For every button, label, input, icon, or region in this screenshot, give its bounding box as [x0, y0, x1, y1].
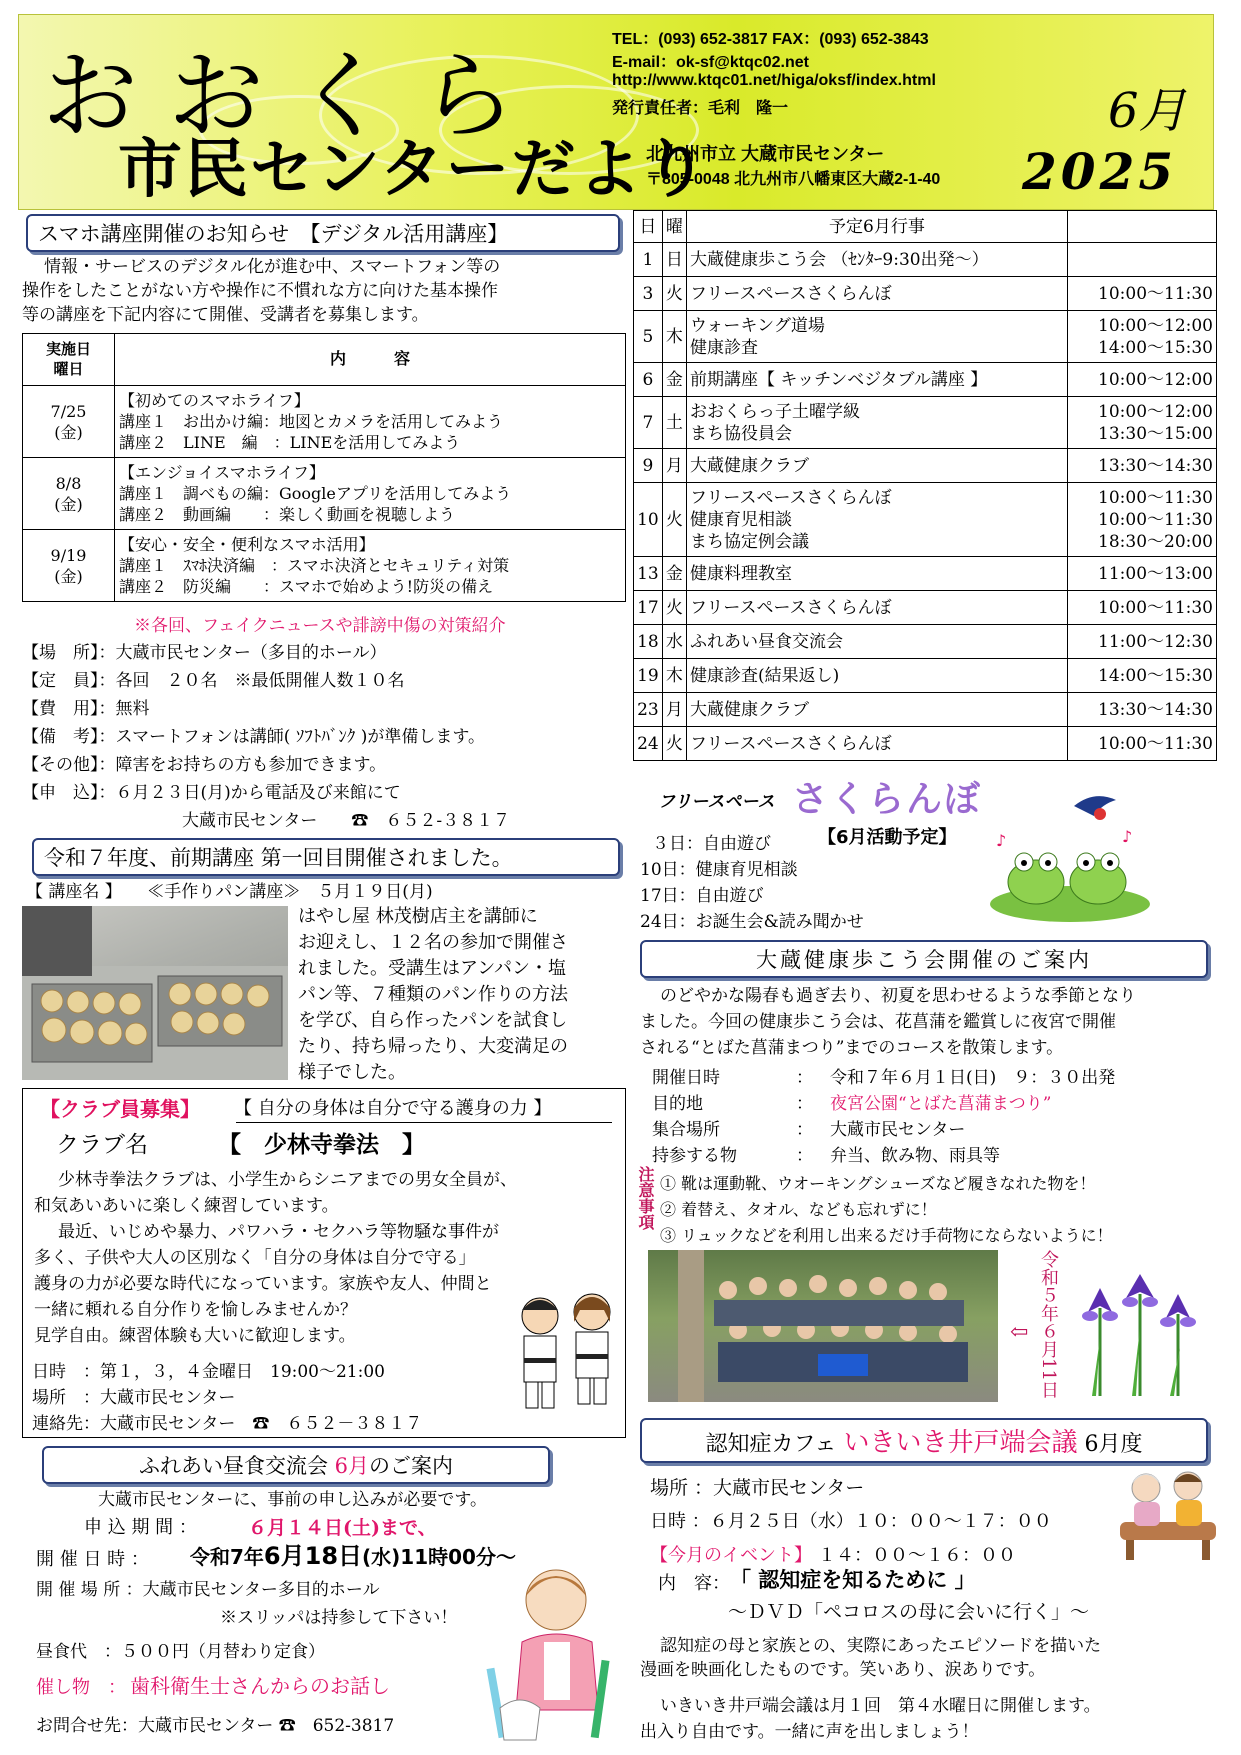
- sakuranbo-item: 10日：健康育児相談: [640, 860, 798, 880]
- issue-month: 6月: [1108, 83, 1187, 139]
- col-event: 予定6月行事: [687, 211, 1068, 243]
- sakuranbo-item: 17日：自由遊び: [640, 886, 764, 906]
- club-info: 日時 ：第１，３，４金曜日 19:00～21:00: [32, 1362, 385, 1382]
- cafe-title-month: 6月度: [1077, 1432, 1143, 1457]
- lecture-text: を学び、自ら作ったパンを試食し: [298, 1010, 568, 1031]
- course-dow: (金): [54, 494, 83, 514]
- schedule-header-row: [634, 211, 1217, 243]
- walking-label: 開催日時: [652, 1068, 720, 1088]
- course-table: [22, 333, 626, 602]
- org-name: 北九州市立 大蔵市民センター: [646, 144, 885, 164]
- col-dow: 曜: [662, 211, 686, 243]
- cafe-event-label: 【今月のイベント】: [650, 1545, 812, 1566]
- sakuranbo-item: 24日：お誕生会&読み聞かせ: [640, 912, 864, 932]
- club-text: 見学自由。練習体験も大いに歓迎します。: [34, 1326, 356, 1346]
- course-title: 【初めてのスマホライフ】: [119, 391, 310, 410]
- walking-destination: 夜宮公園“とばた菖蒲まつり”: [830, 1094, 1052, 1114]
- lunch-apply-value: ６月１４日(土)まで、: [248, 1517, 437, 1539]
- club-text: 一緒に頼れる自分作りを愉しみませんか？: [34, 1300, 357, 1320]
- col-time: [1067, 211, 1216, 243]
- lecture-label: 【 講座名 】 ≪手作りパン講座≫ ５月１９日(月): [26, 882, 433, 902]
- club-subtitle: 【 自分の身体は自分で守る護身の力 】: [234, 1098, 552, 1119]
- table-row: 7 土 おおくらっ子土曜学級 まち協役員会 10:00～12:00 13:30～15:00: [634, 397, 1217, 449]
- table-row: 6 金 前期講座【 キッチンベジタブル講座 】 10:00～12:00: [634, 363, 1217, 397]
- table-row: [23, 530, 626, 602]
- cafe-title-prefix: 認知症カフェ: [705, 1432, 844, 1457]
- club-text: 和気あいあいに楽しく練習しています。: [34, 1196, 339, 1216]
- cafe-title-name: いきいき井戸端会議: [843, 1428, 1078, 1458]
- lunch-fee: 昼食代 ：５００円（月替わり定食）: [36, 1642, 325, 1662]
- svg-text:♪: ♪: [996, 831, 1007, 850]
- cafe-content: 「 認知症を知るために 」: [730, 1568, 976, 1592]
- elderly-couple-illustration: [1116, 1462, 1220, 1562]
- course-line: 講座１ ｽﾏﾎ決済編 ：スマホ決済とセキュリティ対策: [119, 556, 510, 575]
- course-date: 9/19: [50, 545, 87, 565]
- address: 〒805-0048 北九州市八幡東区大蔵2-1-40: [646, 171, 941, 188]
- masthead-subtitle: 市民センターだより: [118, 132, 710, 207]
- course-line: 講座２ 防災編 ：スマホで始めよう!防災の備え: [119, 577, 494, 596]
- table-row: 23 月 大蔵健康クラブ 13:30～14:30: [634, 693, 1217, 727]
- table-row: 5 木 ウォーキング道場 健康診査 10:00～12:00 14:00～15:30: [634, 311, 1217, 363]
- walking-value: 大蔵市民センター: [830, 1120, 966, 1140]
- table-row: 18 水 ふれあい昼食交流会 11:00～12:30: [634, 625, 1217, 659]
- lunch-place: 開 催 場 所 ：大蔵市民センター多目的ホール: [36, 1580, 380, 1600]
- lecture-text: れました。受講生はアンパン・塩: [298, 958, 567, 979]
- club-info: 場所 ：大蔵市民センター: [32, 1388, 236, 1408]
- walking-photo-caption: 令和５年６月11日: [1038, 1250, 1059, 1399]
- course-dow: (金): [54, 566, 83, 586]
- course-dow: (金): [54, 422, 83, 442]
- table-row: 10 火 フリースペースさくらんぼ 健康育児相談 まち協定例会議 10:00～11:30 10:00～11:30 18:30～20:00: [634, 483, 1217, 557]
- walking-label: 目的地: [652, 1094, 703, 1114]
- table-header-date: 実施日 曜日: [23, 334, 115, 386]
- lunch-date-label: 開 催 日 時 ：: [36, 1549, 149, 1570]
- walking-intro: される“とばた菖蒲まつり”までのコースを散策します。: [640, 1038, 1064, 1058]
- cafe-content-label: 内 容：: [658, 1573, 730, 1594]
- lunch-line1: 大蔵市民センターに、事前の申し込みが必要です。: [98, 1490, 487, 1510]
- lunch-title-month: 6月: [334, 1454, 370, 1478]
- course-note: ※各回、フェイクニュースや誹謗中傷の対策紹介: [134, 616, 506, 636]
- walking-intro: のどやかな陽春も過ぎ去り、初夏を思わせるような季節となり: [660, 986, 1136, 1006]
- lunch-slipper: ※スリッパは持参して下さい！: [220, 1608, 458, 1628]
- bread-class-photo: [22, 906, 288, 1080]
- table-row: [23, 386, 626, 458]
- lunch-date-time: (水)11時00分～: [362, 1545, 516, 1569]
- course-line: 講座２ 動画編 ：楽しく動画を視聴しよう: [119, 505, 456, 524]
- lunch-title-text: ふれあい昼食交流会: [138, 1454, 335, 1478]
- course-line: 講座１ 調べもの編：Googleアプリを活用してみよう: [119, 484, 512, 503]
- table-row: 3 火 フリースペースさくらんぼ 10:00～11:30: [634, 277, 1217, 311]
- arrow-left-icon: ⇦: [1010, 1320, 1029, 1345]
- club-text: 少林寺拳法クラブは、小学生からシニアまでの男女全員が、: [58, 1170, 517, 1190]
- smartphone-intro-2: 操作をしたことがない方や操作に不慣れな方に向けた基本操作: [22, 281, 498, 301]
- lunch-event-value: 歯科衛生士さんからのお話し: [130, 1674, 390, 1698]
- club-text: 最近、いじめや暴力、パワハラ・セクハラ等物騒な事件が: [58, 1222, 499, 1242]
- frogs-and-swallow-illustration: [990, 786, 1150, 926]
- table-row: [23, 458, 626, 530]
- lunch-title: [42, 1446, 550, 1484]
- table-row: 1 日 大蔵健康歩こう会 （ｾﾝﾀｰ9:30出発～）: [634, 243, 1217, 277]
- lecture-text: はやし屋 林茂樹店主を講師に: [298, 906, 538, 927]
- dental-hygienist-illustration: [480, 1560, 620, 1750]
- table-row: 9 月 大蔵健康クラブ 13:30～14:30: [634, 449, 1217, 483]
- smartphone-intro-3: 等の講座を下記内容にて開催、受講者を募集します。: [22, 305, 429, 325]
- course-date: 8/8: [55, 473, 82, 493]
- lecture-text: パン等、７種類のパン作りの方法: [298, 984, 568, 1005]
- club-text: 多く、子供や大人の区別なく「自分の身体は自分で守る」: [34, 1248, 476, 1268]
- caution-item: ② 着替え、タオル、なども忘れずに！: [660, 1200, 937, 1219]
- smartphone-intro-1: 情報・サービスのデジタル化が進む中、スマートフォン等の: [44, 257, 501, 277]
- walking-label: 集合場所: [652, 1120, 720, 1140]
- course-detail: 【定 員】：各回 ２０名 ※最低開催人数１０名: [22, 671, 405, 691]
- course-title: 【エンジョイスマホライフ】: [119, 463, 325, 482]
- email[interactable]: E-mail：ok-sf@ktqc02.net: [612, 54, 809, 71]
- smartphone-course-title: スマホ講座開催のお知らせ 【デジタル活用講座】: [26, 214, 620, 252]
- publisher: 発行責任者：毛利 隆一: [612, 100, 789, 117]
- lecture-text: 様子でした。: [298, 1062, 406, 1083]
- course-detail: 【場 所】：大蔵市民センター（多目的ホール）: [22, 643, 387, 663]
- lunch-title-suffix: のご案内: [369, 1454, 454, 1478]
- walking-value: 令和７年６月１日(日) ９：３０出発: [830, 1068, 1116, 1088]
- course-line: 講座１ お出かけ編：地図とカメラを活用してみよう: [119, 412, 504, 431]
- cafe-title: [640, 1418, 1208, 1463]
- caution-item: ③ リュックなどを利用し出来るだけ手荷物にならないように！: [660, 1226, 1113, 1245]
- cafe-date: 日時 ：６月２５日（水）１０：００～１７：００: [650, 1511, 1052, 1532]
- lunch-event-label: 催し物 ：: [36, 1677, 126, 1698]
- table-header-content: 内 容: [115, 334, 626, 386]
- lunch-apply-label: 申 込 期 間 ：: [84, 1517, 197, 1538]
- lunch-date-value: [190, 1544, 516, 1569]
- table-row: 19 木 健康診査(結果返し) 14:00～15:30: [634, 659, 1217, 693]
- tel-fax: TEL：(093) 652-3817 FAX：(093) 652-3843: [612, 31, 929, 48]
- issue-year: 2025: [1022, 142, 1178, 201]
- walking-value: 弁当、飲み物、雨具等: [830, 1146, 1000, 1166]
- schedule-table: [633, 210, 1217, 761]
- course-detail: 【その他】：障害をお持ちの方も参加できます。: [22, 755, 387, 775]
- masthead-title: おおくら: [42, 40, 546, 152]
- cafe-closing: いきいき井戸端会議は月１回 第４水曜日に開催します。: [660, 1696, 1101, 1716]
- course-contact: 大蔵市民センター ☎ ６５２-３８１７: [182, 811, 511, 831]
- table-row: 13 金 健康料理教室 11:00～13:00: [634, 557, 1217, 591]
- walking-group-photo: [648, 1250, 998, 1402]
- walking-label: 持参する物: [652, 1146, 737, 1166]
- lunch-date-era: 令和7年: [190, 1545, 264, 1569]
- website-url[interactable]: http://www.ktqc01.net/higa/oksf/index.html: [612, 72, 936, 89]
- caution-item: ① 靴は運動靴、ウオーキングシューズなど履きなれた物を！: [660, 1174, 1096, 1193]
- lecture-text: お迎えし、１２名の参加で開催さ: [298, 932, 568, 953]
- sakuranbo-label: フリースペース: [658, 792, 775, 811]
- svg-text:♪: ♪: [1122, 827, 1133, 846]
- course-detail: 【申 込】：６月２３日(月)から電話及び来館にて: [22, 783, 401, 803]
- course-date: 7/25: [50, 401, 87, 421]
- cafe-event-time: １４：００～１６：００: [818, 1545, 1016, 1566]
- club-info: 連絡先：大蔵市民センター ☎ ６５２－３８１７: [32, 1414, 423, 1434]
- cafe-text: 認知症の母と家族との、実際にあったエピソードを描いた: [660, 1636, 1102, 1656]
- club-text: 護身の力が必要な時代になっています。家族や友人、仲間と: [34, 1274, 492, 1294]
- cafe-place: 場所 ：大蔵市民センター: [650, 1477, 865, 1499]
- cafe-text: 漫画を映画化したものです。笑いあり、涙ありです。: [640, 1660, 1046, 1680]
- club-badge: 【クラブ員募集】: [40, 1097, 200, 1121]
- sakuranbo-plan: 【6月活動予定】: [818, 827, 957, 848]
- karate-kids-illustration: [510, 1288, 622, 1414]
- course-detail: 【費 用】：無料: [22, 699, 150, 719]
- lecture-report-title: 令和７年度、前期講座 第一回目開催されました。: [32, 838, 620, 876]
- sakuranbo-item: ３日：自由遊び: [652, 834, 771, 854]
- cafe-dvd: ～ＤＶＤ「ペコロスの母に会いに行く」～: [728, 1601, 1090, 1623]
- col-day: 日: [634, 211, 663, 243]
- walking-intro: ました。今回の健康歩こう会は、花菖蒲を鑑賞しに夜宮で開催: [640, 1012, 1116, 1032]
- cafe-closing: 出入り自由です。一緒に声を出しましょう！: [640, 1722, 979, 1742]
- lunch-date-day: 6月18日: [263, 1542, 363, 1570]
- lecture-text: たり、持ち帰ったり、大変満足の: [298, 1036, 568, 1057]
- club-name: 【 少林寺拳法 】: [218, 1131, 425, 1158]
- caution-label: 注意事項: [636, 1166, 655, 1230]
- lunch-contact: お問合せ先：大蔵市民センター ☎ 652-3817: [36, 1716, 395, 1736]
- course-detail: 【備 考】：スマートフォンは講師( ｿﾌﾄﾊﾞﾝｸ )が準備します。: [22, 727, 486, 747]
- table-row: 17 火 フリースペースさくらんぼ 10:00～11:30: [634, 591, 1217, 625]
- course-line: 講座２ LINE 編 ：LINEを活用してみよう: [119, 433, 461, 452]
- table-row: 24 火 フリースペースさくらんぼ 10:00～11:30: [634, 727, 1217, 761]
- walking-title: 大蔵健康歩こう会開催のご案内: [640, 940, 1208, 978]
- course-title: 【安心・安全・便利なスマホ活用】: [119, 535, 375, 554]
- club-name-label: クラブ名: [56, 1132, 148, 1158]
- iris-flowers-illustration: [1070, 1268, 1210, 1398]
- sakuranbo-name: さくらんぼ: [792, 779, 983, 820]
